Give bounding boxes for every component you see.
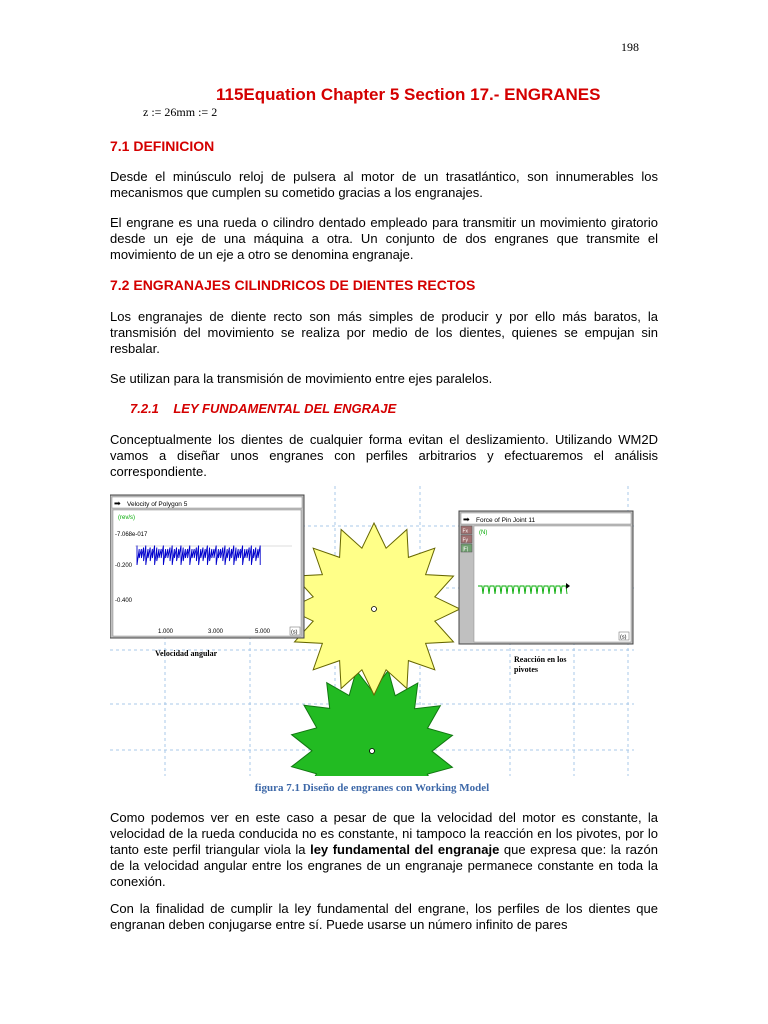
paragraph-ley: Conceptualmente los dientes de cualquier forma evitan el deslizamiento. Utilizando WM2D vamos a diseñar unos engranes con perfiles arbitrarios y efectuaremos el análisis correspondiente. [110,432,658,479]
time-unit-label: (s) [291,629,298,636]
y-tick-label: -0.200 [115,563,133,569]
label-reaccion: Reacción en los [514,655,567,664]
y-tick-label: -0.400 [115,598,133,604]
paragraph-conclusion-1 [110,810,658,890]
time-unit-label: (s) [620,634,627,641]
section-heading-definicion: 7.1 DEFINICION [110,138,215,154]
velocity-plot-window[interactable] [110,495,304,638]
x-tick-label: 1.000 [158,629,174,635]
y-tick-label: -7.068e-017 [115,532,148,538]
figure-gears [110,486,634,776]
fx-button-label: Fx [462,528,469,535]
force-plot-window[interactable] [459,511,633,644]
figure-caption: figura 7.1 Diseño de engranes con Working Model [254,782,490,794]
x-tick-label: 5.000 [255,629,271,635]
velocity-unit-label: (rev/s) [118,515,135,521]
arrow-icon[interactable]: ➡ [114,499,121,508]
section-heading-engranajes: 7.2 ENGRANAJES CILINDRICOS DE DIENTES RECTOS [110,277,476,293]
arrow-icon[interactable]: ➡ [463,515,470,524]
paragraph-conclusion-2: Con la finalidad de cumplir la ley fundamental del engrane, los perfiles de los dientes que engranan deben conjugarse entre sí. Puede usarse un número infinito de pares [110,901,658,932]
paragraph-definicion-1: Desde el minúsculo reloj de pulsera al motor de un trasatlántico, son innumerables los mecanismos que cumplen su cometido gracias a los engranajes. [110,169,658,200]
driven-gear-pivot [370,749,375,754]
chapter-title: 115Equation Chapter 5 Section 17.- ENGRANES [216,85,601,104]
figure-canvas [110,486,634,776]
ley-fundamental-bold: ley fundamental del engranaje [310,842,500,857]
x-tick-label: 3.000 [208,629,224,635]
paragraph-engranajes-1: Los engranajes de diente recto son más simples de producir y por ello más baratos, la transmisión del movimiento se realiza por medio de los dientes, quienes se empujan sin resbalar. [110,309,658,356]
force-plot-title: Force of Pin Joint 11 [476,517,536,524]
label-pivotes: pivotes [514,665,538,674]
conclusion-text-start: Como podemos ver en este caso a pesar de que la velocidad del motor es constante, la velocidad de la rueda conducida no es constante, ni tampoco la reacción en los pivotes, por lo tanto este perfil triangular viola la [110,810,658,857]
paragraph-definicion-2: El engrane es una rueda o cilindro dentado empleado para transmitir un movimiento giratorio desde un eje de una máquina a otra. Un conjunto de dos engranes que transmite el movimiento de un eje a otro se denomina engranaje. [110,215,658,262]
velocity-plot-title: Velocity of Polygon 5 [127,501,188,508]
conclusion-text-end: que expresa que: la razón de la velocidad angular entre los engranes de un engranaje permanece constante en toda la conexión. [110,842,658,889]
force-unit-label: (N) [479,530,488,536]
page-number: 198 [621,40,639,54]
magnitude-button-label: |F| [462,546,469,553]
driver-gear-pivot [372,607,377,612]
equation-line: z := 26mm := 2 [143,105,218,119]
paragraph-engranajes-2: Se utilizan para la transmisión de movimiento entre ejes paralelos. [110,371,493,386]
label-velocidad-angular: Velocidad angular [155,649,218,658]
subsection-heading-ley: 7.2.1 LEY FUNDAMENTAL DEL ENGRAJE [130,401,397,416]
fy-button-label: Fy [462,537,469,544]
